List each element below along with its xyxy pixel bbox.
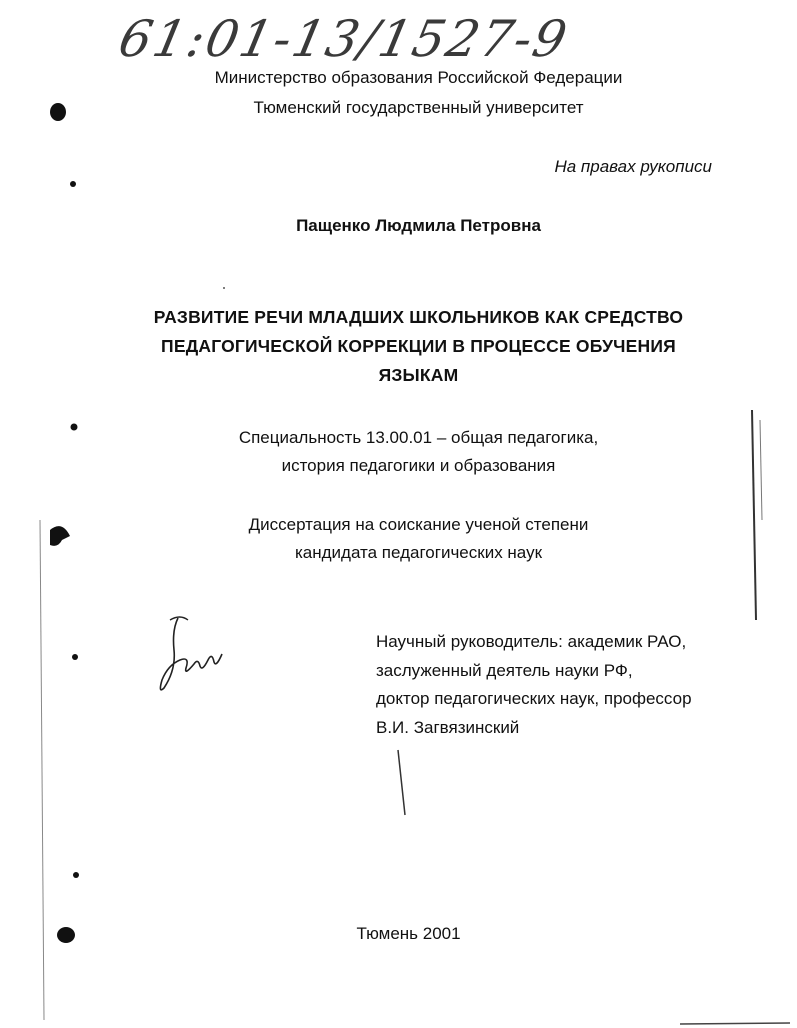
university-name: Тюменский государственный университет (253, 98, 584, 117)
scientific-advisor (376, 628, 692, 742)
specialty (20, 424, 797, 480)
dissertation-degree (20, 511, 797, 567)
left-margin-line (40, 520, 44, 1020)
speck (223, 287, 225, 289)
title-line: РАЗВИТИЕ РЕЧИ МЛАДШИХ ШКОЛЬНИКОВ КАК СРЕДСТВО (153, 307, 684, 327)
dissertation-line: Диссертация на соискание ученой степени (248, 515, 589, 534)
rights-note: На правах рукописи (554, 157, 712, 176)
bottom-edge-line (680, 1023, 790, 1024)
advisor-line: В.И. Загвязинский (376, 717, 520, 737)
advisor-line: заслуженный деятель науки РФ, (376, 660, 633, 680)
ministry-name: Министерство образования Российской Федерации (214, 68, 623, 87)
advisor-line: Научный руководитель: академик РАО, (376, 632, 687, 651)
author-name: Пащенко Людмила Петровна (296, 216, 541, 235)
specialty-line: история педагогики и образования (281, 456, 556, 475)
thesis-title (20, 303, 797, 390)
dot-mark-1 (70, 181, 76, 187)
dot-mark-4 (73, 872, 79, 878)
dissertation-line: кандидата педагогических наук (294, 543, 543, 562)
city-year: Тюмень 2001 (356, 924, 461, 943)
specialty-line: Специальность 13.00.01 – общая педагогика, (238, 428, 599, 447)
title-line: ЯЗЫКАМ (378, 365, 459, 385)
pen-stroke (398, 750, 405, 815)
title-line: ПЕДАГОГИЧЕСКОЙ КОРРЕКЦИИ В ПРОЦЕССЕ ОБУЧЕНИЯ (161, 336, 676, 356)
dot-mark-3 (72, 654, 78, 660)
handwritten-stamp-code: 61:01-13/1527-9 (113, 10, 574, 68)
advisor-line: доктор педагогических наук, профессор (376, 689, 692, 708)
handwritten-signature (150, 610, 230, 700)
